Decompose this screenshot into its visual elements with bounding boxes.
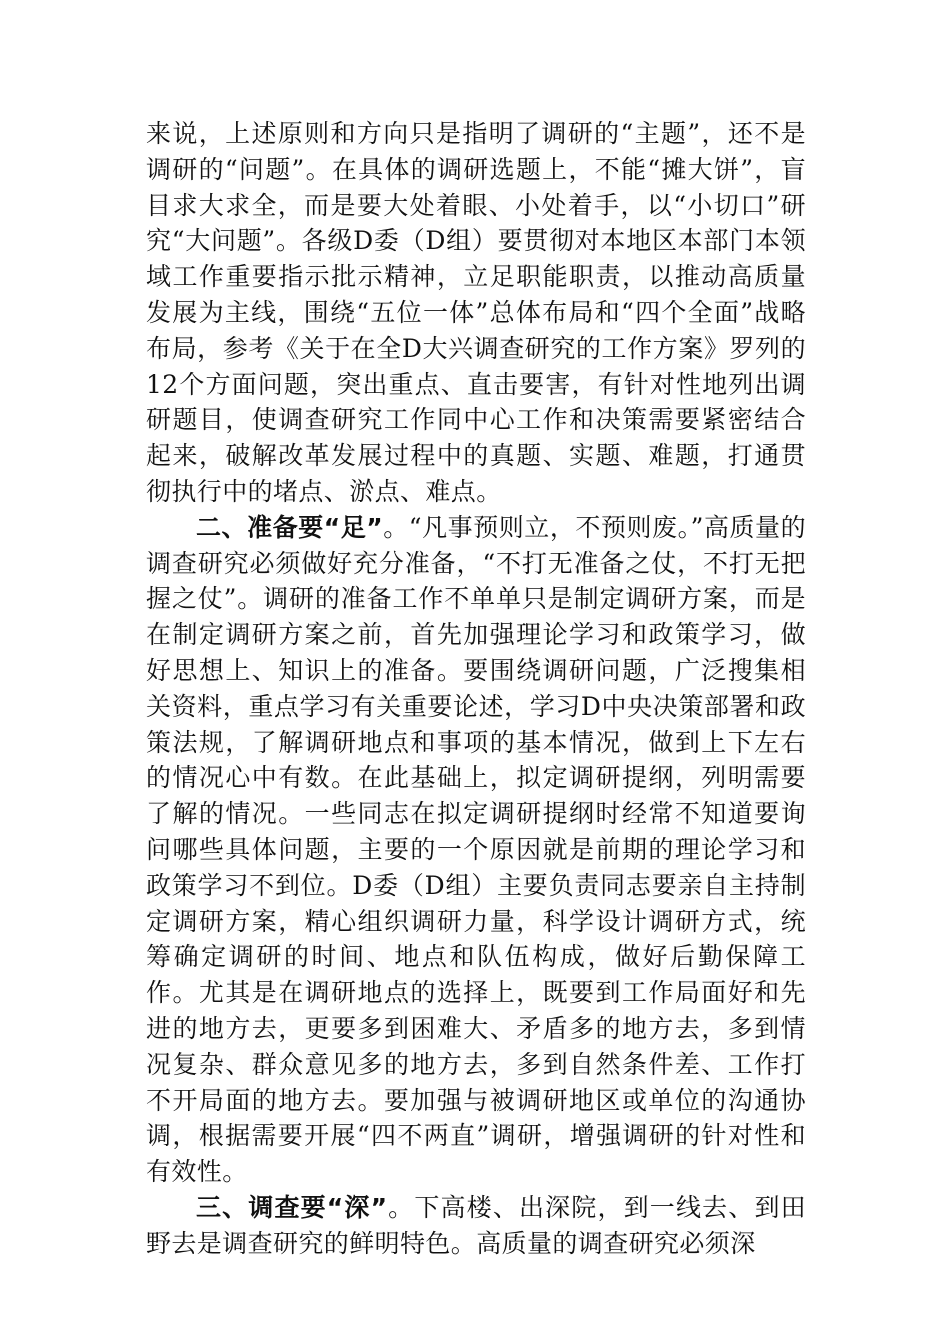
paragraph-text: 。“凡事预则立，不预则废。”高质量的调查研究必须做好充分准备，“不打无准备之仗，不打无把握之仗”。调研的准备工作不单单只是制定调研方案，而是在制定调研方案之前，首先加强理论学习和政策学习，做好思想上、知识上的准备。要围绕调研问题，广泛搜集相关资料，重点学习有关重要论述，学习D中央决策部署和政策法规，了解调研地点和事项的基本情况，做到上下左右的情况心中有数。在此基础上，拟定调研提纲，列明需要了解的情况。一些同志在拟定调研提纲时经常不知道要询问哪些具体问题，主要的一个原因就是前期的理论学习和政策学习不到位。D委（D组）主要负责同志要亲自主持制定调研方案，精心组织调研力量，科学设计调研方式，统筹确定调研的时间、地点和队伍构成，做好后勤保障工作。尤其是在调研地点的选择上，既要到工作局面好和先进的地方去，更要多到困难大、矛盾多的地方去，多到情况复杂、群众意见多的地方去，多到自然条件差、工作打不开局面的地方去。要加强与被调研地区或单位的沟通协调，根据需要开展“四不两直”调研，增强调研的针对性和有效性。: [146, 512, 807, 1187]
document-body: [146, 116, 806, 1262]
paragraph-continuation: [146, 116, 806, 510]
section-heading-investigation: 三、调查要“深”: [196, 1192, 388, 1222]
paragraph-text: 来说，上述原则和方向只是指明了调研的“主题”，还不是调研的“问题”。在具体的调研选题上，不能“摊大饼”，盲目求大求全，而是要大处着眼、小处着手，以“小切口”研究“大问题”。各级D委（D组）要贯彻对本地区本部门本领域工作重要指示批示精神，立足职能职责，以推动高质量发展为主线，围绕“五位一体”总体布局和“四个全面”战略布局，参考《关于在全D大兴调查研究的工作方案》罗列的12个方面问题，突出重点、直击要害，有针对性地列出调研题目，使调查研究工作同中心工作和决策需要紧密结合起来，破解改革发展过程中的真题、实题、难题，打通贯彻执行中的堵点、淤点、难点。: [146, 119, 806, 506]
paragraph-preparation: [146, 510, 806, 1190]
section-heading-preparation: 二、准备要“足”: [196, 512, 384, 542]
paragraph-investigation: [146, 1190, 806, 1262]
paragraph-text: 。下高楼、出深院，到一线去、到田野去是调查研究的鲜明特色。高质量的调查研究必须深: [146, 1192, 807, 1258]
